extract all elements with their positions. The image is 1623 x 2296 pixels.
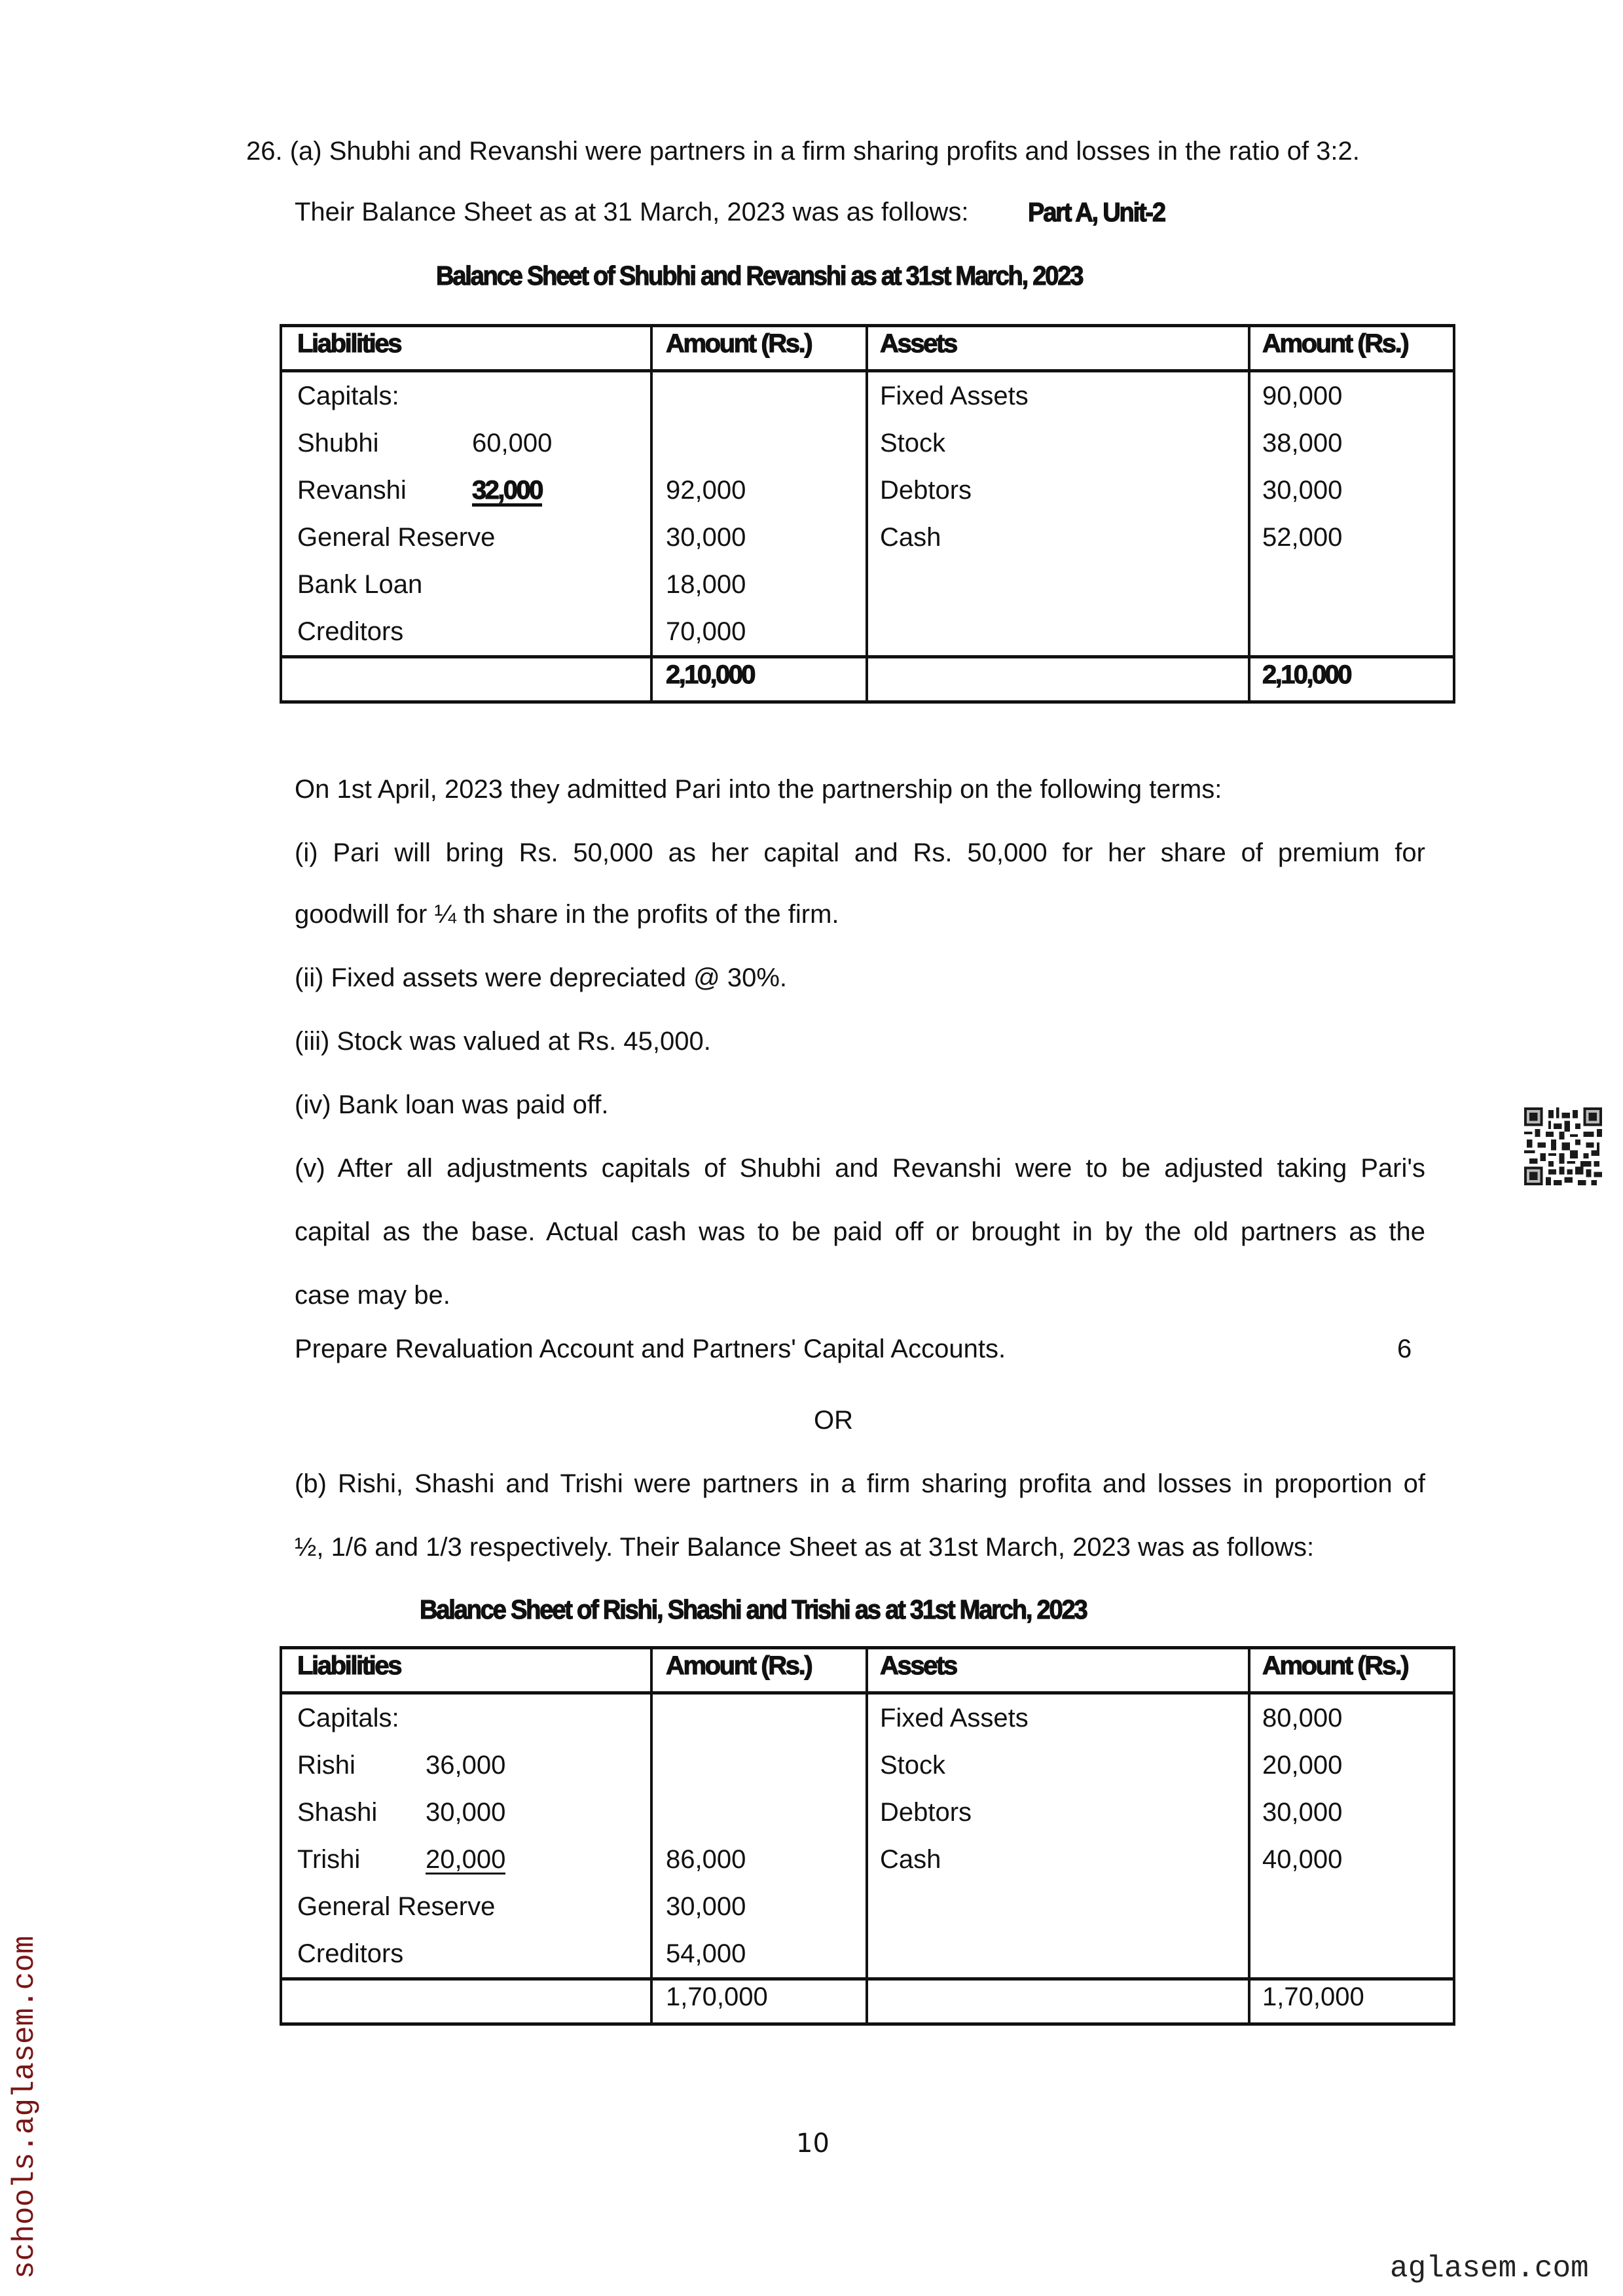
liability-cell: General Reserve: [281, 1883, 651, 1930]
liability-cell: Creditors: [281, 1930, 651, 1979]
asset-amount-cell: 80,000: [1249, 1693, 1454, 1742]
marks-label: 6: [1397, 1335, 1412, 1363]
header-assets: Assets: [867, 1648, 1249, 1693]
asset-cell: [867, 608, 1249, 657]
liability-label: Rishi: [297, 1751, 356, 1780]
total-row: [281, 1979, 1454, 2024]
header-amount: Amount (Rs.): [1249, 326, 1454, 371]
asset-amount-cell: 90,000: [1249, 371, 1454, 420]
asset-amount-cell: [1249, 1883, 1454, 1930]
total-empty-cell: [867, 657, 1249, 702]
table-row: [281, 561, 1454, 608]
header-liabilities: Liabilities: [281, 1648, 651, 1693]
asset-cell: [867, 1883, 1249, 1930]
table-row: [281, 1742, 1454, 1789]
liability-cell: [281, 1742, 651, 1789]
asset-cell: Fixed Assets: [867, 1693, 1249, 1742]
term-v-line3: case may be.: [295, 1281, 450, 1310]
table1-title: Balance Sheet of Shubhi and Revanshi as at 31st March, 2023: [436, 260, 1083, 291]
liability-cell: Bank Loan: [281, 561, 651, 608]
qr-code-icon[interactable]: [1524, 1107, 1602, 1185]
asset-cell: Stock: [867, 420, 1249, 467]
balance-sheet-table-2: [280, 1646, 1455, 2026]
terms-intro: On 1st April, 2023 they admitted Pari into the partnership on the following terms:: [295, 775, 1222, 804]
question-line: 26. (a) Shubhi and Revanshi were partners in a firm sharing profits and losses in the ratio of 3:2.: [246, 137, 1360, 166]
total-assets: 1,70,000: [1249, 1979, 1454, 2024]
asset-amount-cell: 40,000: [1249, 1836, 1454, 1883]
table-row: [281, 1693, 1454, 1742]
asset-amount-cell: [1249, 561, 1454, 608]
amount-cell: 70,000: [651, 608, 867, 657]
part-b-line2: ½, 1/6 and 1/3 respectively. Their Balance Sheet as at 31st March, 2023 was as follows:: [295, 1533, 1315, 1562]
header-amount: Amount (Rs.): [651, 326, 867, 371]
table-row: [281, 1883, 1454, 1930]
capital-sub-amount: 60,000: [472, 429, 553, 457]
table-row: [281, 608, 1454, 657]
asset-cell: [867, 561, 1249, 608]
balance-sheet-table-1: [280, 324, 1455, 704]
capital-sub-amount: 32,000: [472, 477, 542, 507]
total-empty-cell: [867, 1979, 1249, 2024]
or-separator: OR: [814, 1406, 853, 1435]
asset-amount-cell: 52,000: [1249, 514, 1454, 561]
asset-cell: Fixed Assets: [867, 371, 1249, 420]
term-iii: (iii) Stock was valued at Rs. 45,000.: [295, 1027, 711, 1056]
amount-cell: 86,000: [651, 1836, 867, 1883]
header-assets: Assets: [867, 326, 1249, 371]
unit-label: Part A, Unit-2: [1028, 197, 1165, 227]
table-row: [281, 420, 1454, 467]
header-amount: Amount (Rs.): [1249, 1648, 1454, 1693]
liability-label: Trishi: [297, 1845, 361, 1874]
amount-cell: 92,000: [651, 467, 867, 514]
liability-label: Shubhi: [297, 429, 379, 457]
asset-cell: Cash: [867, 514, 1249, 561]
total-label-cell: [281, 657, 651, 702]
asset-cell: Cash: [867, 1836, 1249, 1883]
amount-cell: [651, 371, 867, 420]
asset-amount-cell: 30,000: [1249, 1789, 1454, 1836]
liability-cell: [281, 1836, 651, 1883]
amount-cell: [651, 1693, 867, 1742]
header-amount: Amount (Rs.): [651, 1648, 867, 1693]
amount-cell: [651, 420, 867, 467]
total-row: [281, 657, 1454, 702]
asset-cell: Debtors: [867, 1789, 1249, 1836]
amount-cell: [651, 1789, 867, 1836]
capital-sub-amount: 30,000: [426, 1798, 506, 1827]
total-label-cell: [281, 1979, 651, 2024]
asset-cell: [867, 1930, 1249, 1979]
term-v-line2: capital as the base. Actual cash was to be paid off or brought in by the old partners as the: [295, 1217, 1425, 1246]
asset-amount-cell: 30,000: [1249, 467, 1454, 514]
table-row: [281, 514, 1454, 561]
table-row: [281, 1789, 1454, 1836]
table-header-row: [281, 326, 1454, 371]
amount-cell: 54,000: [651, 1930, 867, 1979]
total-liabilities: 2,10,000: [651, 657, 867, 702]
liability-cell: Capitals:: [281, 1693, 651, 1742]
amount-cell: 30,000: [651, 1883, 867, 1930]
liability-cell: General Reserve: [281, 514, 651, 561]
asset-cell: Debtors: [867, 467, 1249, 514]
table2-title: Balance Sheet of Rishi, Shashi and Trishi as at 31st March, 2023: [420, 1594, 1087, 1624]
term-i-line1: (i) Pari will bring Rs. 50,000 as her capital and Rs. 50,000 for her share of premium for: [295, 838, 1425, 867]
amount-cell: 30,000: [651, 514, 867, 561]
table-row: [281, 467, 1454, 514]
liability-label: Revanshi: [297, 476, 407, 505]
page-number: 10: [796, 2128, 830, 2159]
part-b-line1: (b) Rishi, Shashi and Trishi were partners in a firm sharing profita and losses in proportion of: [295, 1469, 1425, 1498]
liability-label: Capitals:: [297, 382, 399, 410]
liability-label: Shashi: [297, 1798, 378, 1827]
table-row: [281, 1930, 1454, 1979]
term-ii: (ii) Fixed assets were depreciated @ 30%.: [295, 963, 788, 992]
instruction-line: Prepare Revaluation Account and Partners' Capital Accounts.: [295, 1335, 1006, 1363]
table-row: [281, 1836, 1454, 1883]
liability-cell: Creditors: [281, 608, 651, 657]
total-assets: 2,10,000: [1249, 657, 1454, 702]
amount-cell: [651, 1742, 867, 1789]
header-liabilities: Liabilities: [281, 326, 651, 371]
capital-sub-amount: 36,000: [426, 1751, 506, 1780]
liability-cell: [281, 1789, 651, 1836]
amount-cell: 18,000: [651, 561, 867, 608]
watermark-right: aglasem.com: [1390, 2251, 1589, 2286]
term-iv: (iv) Bank loan was paid off.: [295, 1090, 609, 1119]
term-v-line1: (v) After all adjustments capitals of Shubhi and Revanshi were to be adjusted taking Pari's: [295, 1154, 1425, 1183]
capital-sub-amount: 20,000: [426, 1845, 506, 1874]
asset-amount-cell: [1249, 1930, 1454, 1979]
total-liabilities: 1,70,000: [651, 1979, 867, 2024]
liability-cell: [281, 467, 651, 514]
intro-line: Their Balance Sheet as at 31 March, 2023 was as follows:: [295, 198, 969, 226]
asset-amount-cell: 20,000: [1249, 1742, 1454, 1789]
term-i-line2: goodwill for ¼ th share in the profits of the firm.: [295, 900, 839, 929]
table-header-row: [281, 1648, 1454, 1693]
watermark-left: schools.aglasem.com: [8, 1935, 42, 2279]
asset-amount-cell: 38,000: [1249, 420, 1454, 467]
liability-cell: [281, 420, 651, 467]
asset-cell: Stock: [867, 1742, 1249, 1789]
liability-cell: [281, 371, 651, 420]
asset-amount-cell: [1249, 608, 1454, 657]
table-row: [281, 371, 1454, 420]
